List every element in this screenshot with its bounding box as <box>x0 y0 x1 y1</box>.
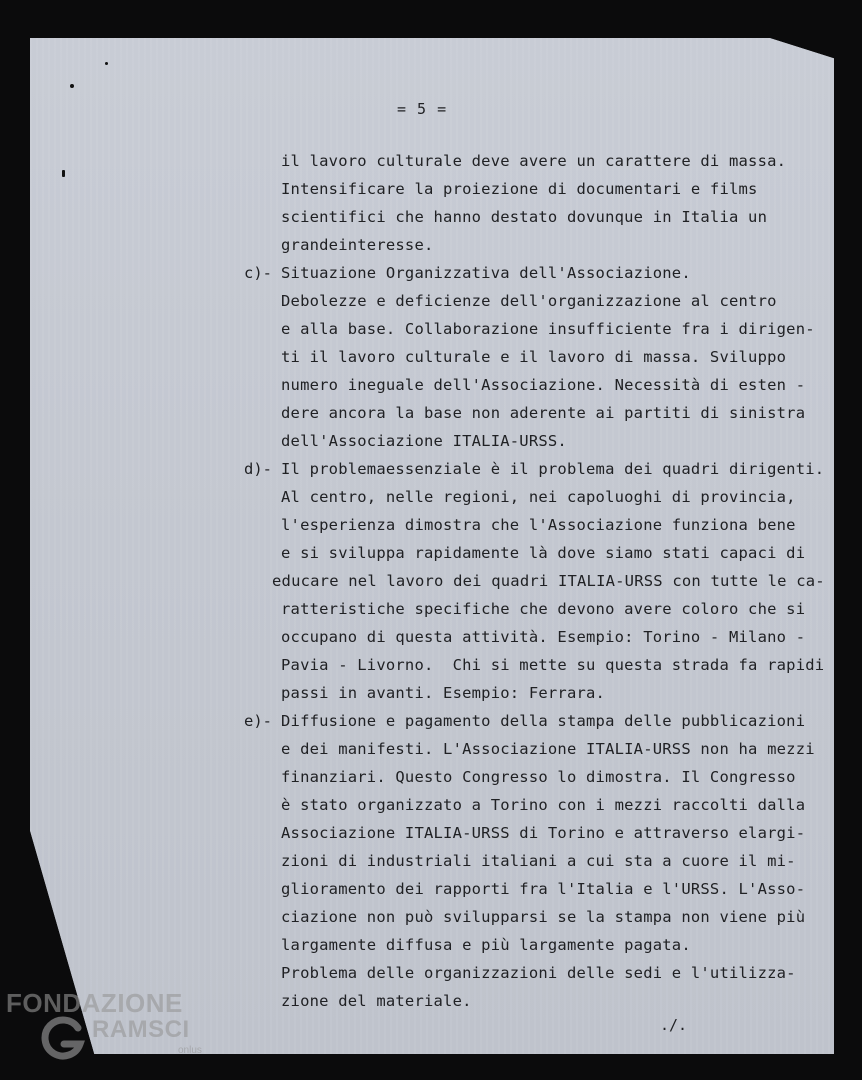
text-line: Pavia - Livorno. Chi si mette su questa strada fa rapidi <box>281 656 825 674</box>
text-line: scientifici che hanno destato dovunque in Italia un <box>281 208 768 226</box>
text-line: glioramento dei rapporti fra l'Italia e l'URSS. L'Asso- <box>281 880 806 898</box>
ink-speck <box>62 170 65 177</box>
text-line: Debolezze e deficienze dell'organizzazione al centro <box>281 292 777 310</box>
text-line: numero ineguale dell'Associazione. Necessità di esten - <box>281 376 806 394</box>
text-line: e si sviluppa rapidamente là dove siamo stati capaci di <box>281 544 806 562</box>
ink-speck <box>105 62 108 65</box>
watermark-text: RAMSCI <box>92 1016 190 1043</box>
text-line: ti il lavoro culturale e il lavoro di massa. Sviluppo <box>281 348 787 366</box>
section-label: e)- <box>244 712 272 730</box>
text-line: largamente diffusa e più largamente pagata. <box>281 936 691 954</box>
text-line: grandeinteresse. <box>281 236 434 254</box>
text-line: dere ancora la base non aderente ai partiti di sinistra <box>281 404 806 422</box>
text-line: Associazione ITALIA-URSS di Torino e attraverso elargi- <box>281 824 806 842</box>
text-line: zione del materiale. <box>281 992 472 1010</box>
watermark-subtext: onlus <box>178 1045 202 1056</box>
text-line: dell'Associazione ITALIA-URSS. <box>281 432 567 450</box>
text-line: Problema delle organizzazioni delle sedi e l'utilizza- <box>281 964 796 982</box>
text-line: educare nel lavoro dei quadri ITALIA-URSS con tutte le ca- <box>272 572 825 590</box>
text-line: Il problemaessenziale è il problema dei quadri dirigenti. <box>281 460 825 478</box>
watermark-text: FONDAZIONE <box>6 988 183 1018</box>
text-line: e alla base. Collaborazione insufficiente fra i dirigen- <box>281 320 815 338</box>
text-line: e dei manifesti. L'Associazione ITALIA-URSS non ha mezzi <box>281 740 815 758</box>
text-line: passi in avanti. Esempio: Ferrara. <box>281 684 606 702</box>
text-line: Situazione Organizzativa dell'Associazione. <box>281 264 691 282</box>
page-number: = 5 = <box>397 100 448 118</box>
text-line: ratteristiche specifiche che devono avere coloro che si <box>281 600 806 618</box>
text-line: zioni di industriali italiani a cui sta a cuore il mi- <box>281 852 796 870</box>
ink-speck <box>70 84 74 88</box>
text-line: finanziari. Questo Congresso lo dimostra. Il Congresso <box>281 768 796 786</box>
section-label: c)- <box>244 264 272 282</box>
section-label: d)- <box>244 460 272 478</box>
text-line: Al centro, nelle regioni, nei capoluoghi di provincia, <box>281 488 796 506</box>
text-line: è stato organizzato a Torino con i mezzi raccolti dalla <box>281 796 806 814</box>
text-line: ciazione non può svilupparsi se la stampa non viene più <box>281 908 806 926</box>
text-line: il lavoro culturale deve avere un carattere di massa. <box>281 152 787 170</box>
text-line: Intensificare la proiezione di documentari e films <box>281 180 758 198</box>
text-line: l'esperienza dimostra che l'Associazione funziona bene <box>281 516 796 534</box>
text-line: occupano di questa attività. Esempio: Torino - Milano - <box>281 628 806 646</box>
watermark-logo <box>6 988 216 1068</box>
continuation-mark: ./. <box>660 1016 688 1034</box>
text-line: Diffusione e pagamento della stampa delle pubblicazioni <box>281 712 806 730</box>
g-logo-icon <box>38 1014 86 1062</box>
